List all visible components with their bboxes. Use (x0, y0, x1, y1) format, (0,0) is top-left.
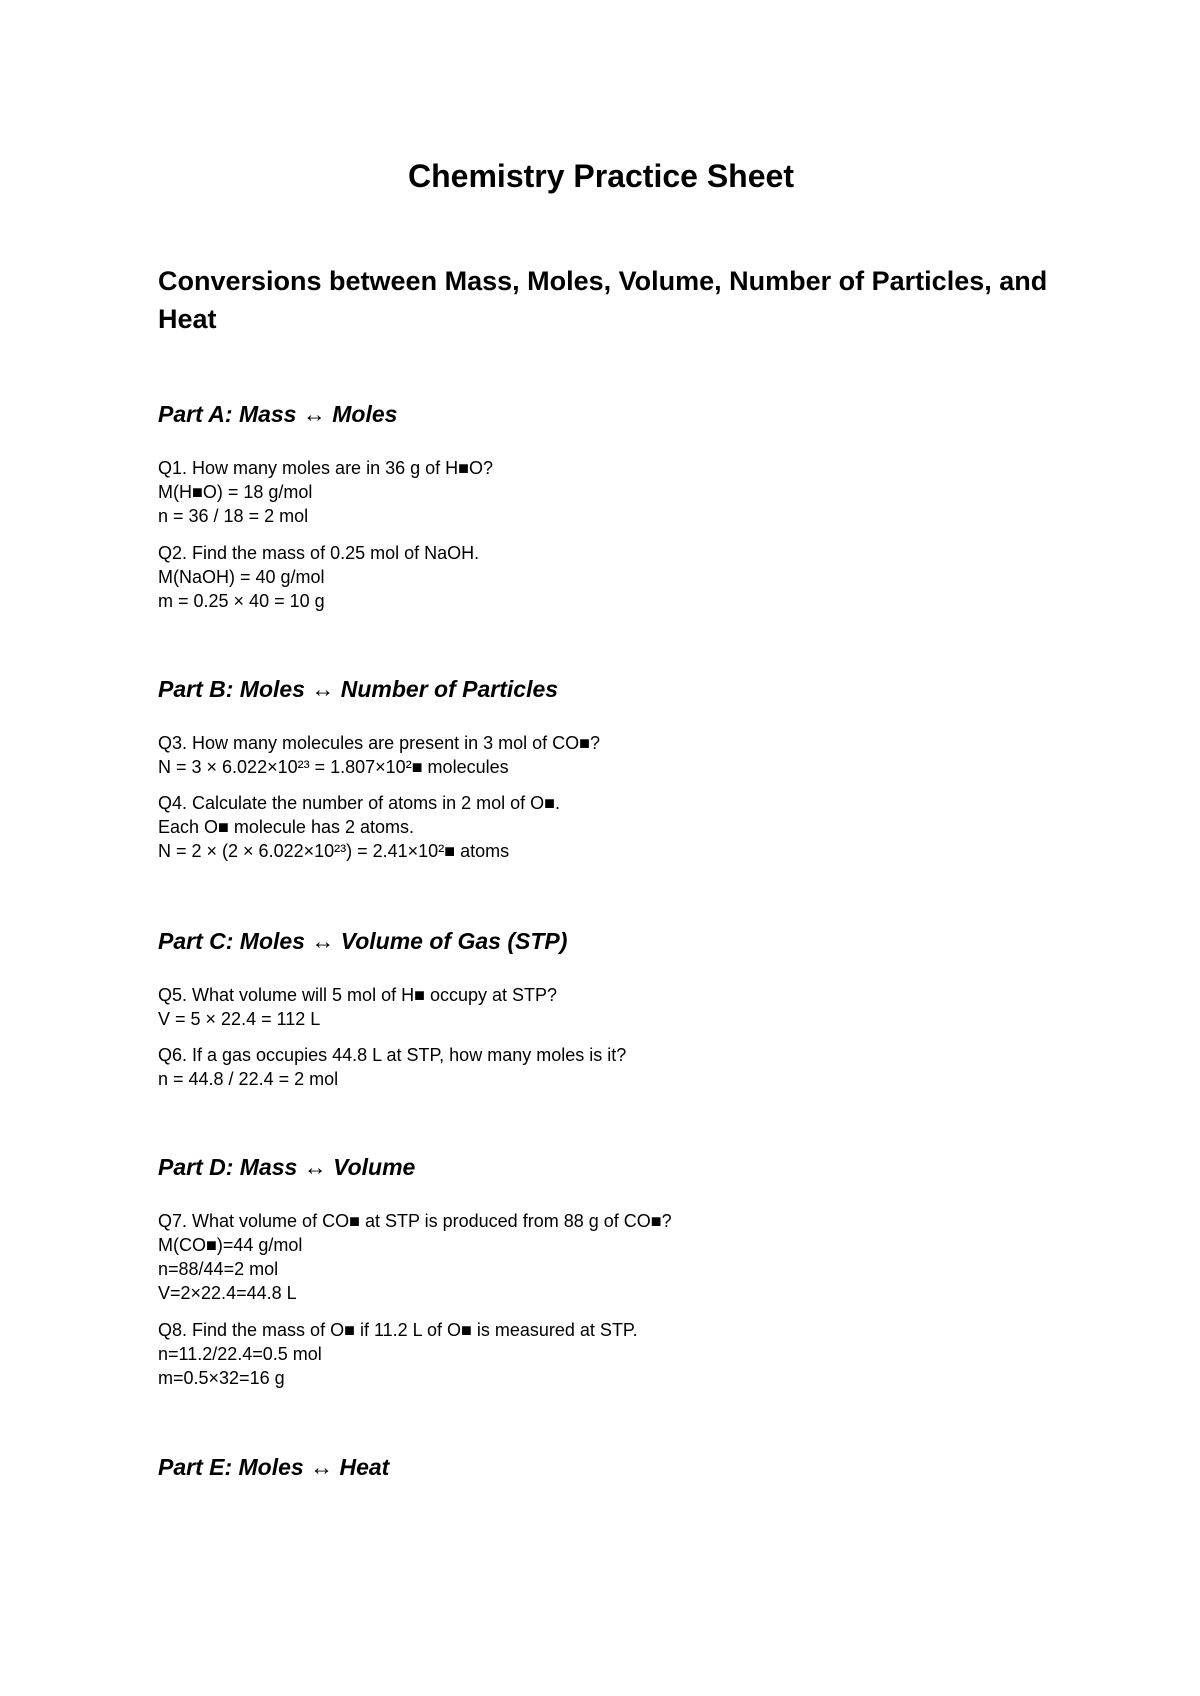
part-c-heading: Part C: Moles ↔ Volume of Gas (STP) (158, 928, 568, 954)
question-line: Q5. What volume will 5 mol of H■ occupy at STP? (158, 985, 558, 1005)
question-line: n = 36 / 18 = 2 mol (158, 506, 309, 526)
part-d-heading: Part D: Mass ↔ Volume (158, 1154, 416, 1180)
question-line: Each O■ molecule has 2 atoms. (158, 817, 414, 837)
question-line: M(H■O) = 18 g/mol (158, 482, 313, 502)
part-a-heading: Part A: Mass ↔ Moles (158, 401, 398, 427)
question-line: V=2×22.4=44.8 L (158, 1283, 297, 1303)
question-q1 (158, 456, 493, 528)
question-q8 (158, 1318, 638, 1390)
page-title: Chemistry Practice Sheet (408, 158, 794, 194)
question-line: N = 3 × 6.022×10²³ = 1.807×10²■ molecules (158, 757, 509, 777)
part-b-heading: Part B: Moles ↔ Number of Particles (158, 676, 559, 702)
question-line: Q4. Calculate the number of atoms in 2 mol of O■. (158, 793, 561, 813)
question-q2 (158, 541, 479, 613)
question-line: n=88/44=2 mol (158, 1259, 279, 1279)
question-q4 (158, 791, 560, 863)
question-line: M(NaOH) = 40 g/mol (158, 567, 325, 587)
question-line: m=0.5×32=16 g (158, 1368, 285, 1388)
question-line: Q6. If a gas occupies 44.8 L at STP, how many moles is it? (158, 1045, 627, 1065)
question-line: Q2. Find the mass of 0.25 mol of NaOH. (158, 543, 480, 563)
question-q6 (158, 1043, 626, 1091)
question-line: V = 5 × 22.4 = 112 L (158, 1009, 321, 1029)
question-line: N = 2 × (2 × 6.022×10²³) = 2.41×10²■ atoms (158, 841, 510, 861)
question-q7 (158, 1209, 672, 1305)
question-line: n=11.2/22.4=0.5 mol (158, 1344, 322, 1364)
question-line: n = 44.8 / 22.4 = 2 mol (158, 1069, 339, 1089)
question-line: M(CO■)=44 g/mol (158, 1235, 303, 1255)
question-line: Q7. What volume of CO■ at STP is produced from 88 g of CO■? (158, 1211, 672, 1231)
question-line: Q8. Find the mass of O■ if 11.2 L of O■ is measured at STP. (158, 1320, 638, 1340)
question-q3 (158, 731, 600, 779)
question-line: m = 0.25 × 40 = 10 g (158, 591, 325, 611)
question-line: Q1. How many moles are in 36 g of H■O? (158, 458, 494, 478)
part-e-heading: Part E: Moles ↔ Heat (158, 1454, 390, 1480)
question-q5 (158, 983, 557, 1031)
page-subtitle: Conversions between Mass, Moles, Volume, Number of Particles, and Heat (158, 266, 1048, 334)
question-line: Q3. How many molecules are present in 3 mol of CO■? (158, 733, 601, 753)
